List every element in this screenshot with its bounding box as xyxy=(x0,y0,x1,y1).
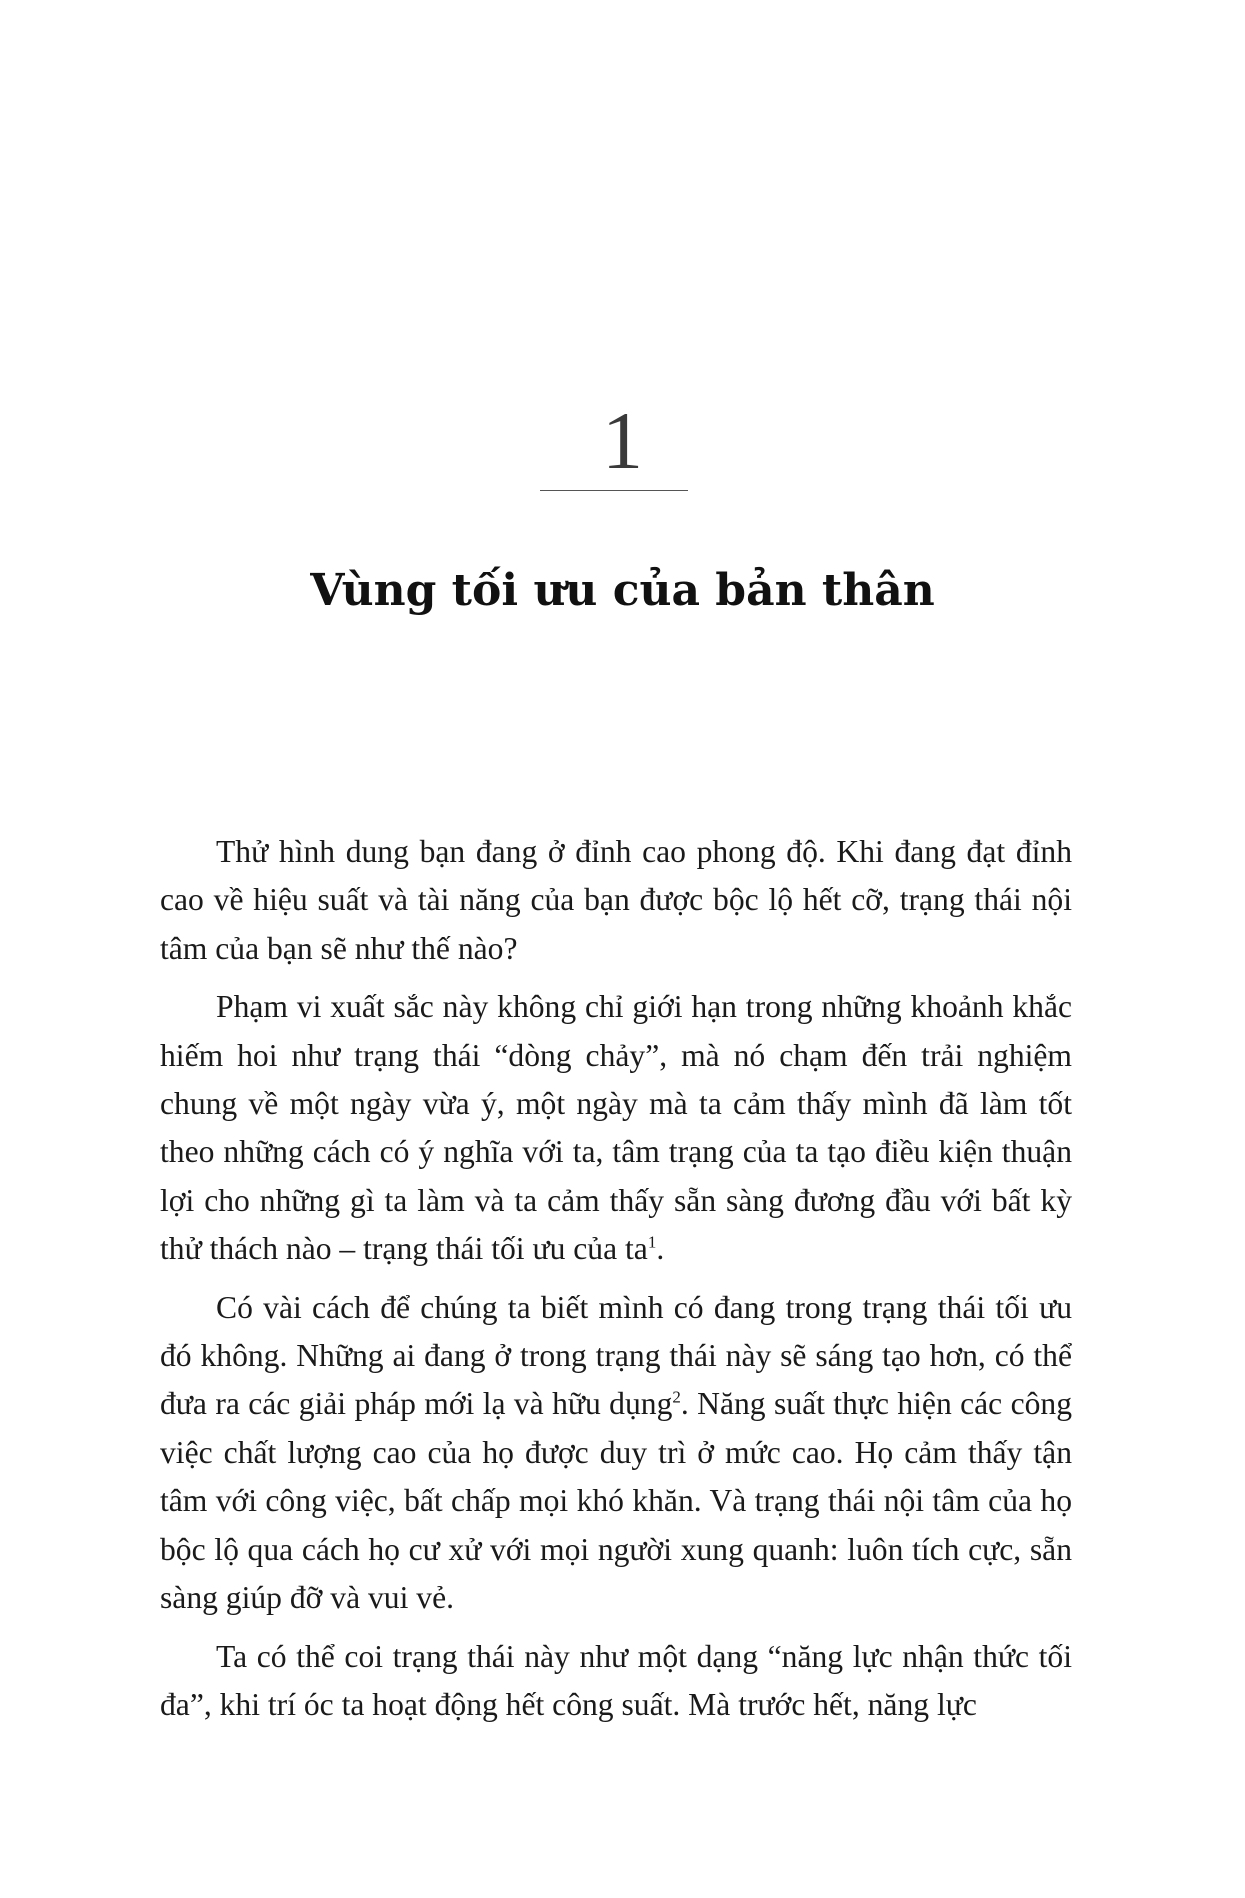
paragraph-2-tail: . xyxy=(656,1231,665,1267)
paragraph-2-text: Phạm vi xuất sắc này không chỉ giới hạn trong những khoảnh khắc hiếm hoi như trạng thái “dòng chảy”, mà nó chạm đến trải nghiệm chung về một ngày vừa ý, một ngày mà ta cảm thấy mình đã làm tốt theo những cách có ý nghĩa với ta, tâm trạng của ta tạo điều kiện thuận lợi cho những gì ta làm và ta cảm thấy sẵn sàng đương đầu với bất kỳ thử thách nào – trạng thái tối ưu của ta xyxy=(160,989,1072,1267)
paragraph-3-text-a: Có vài cách để chúng ta biết mình có đang trong trạng thái tối ưu đó không. Những ai đang ở trong trạng thái này sẽ sáng tạo hơn, có thể đưa ra các giải pháp mới lạ và hữu dụng xyxy=(160,1289,1072,1422)
paragraph-3-text-b: . Năng suất thực hiện các công việc chất lượng cao của họ được duy trì ở mức cao. Họ cảm thấy tận tâm với công việc, bất chấp mọi khó khăn. Và trạng thái nội tâm của họ bộc lộ qua cách họ cư xử với mọi người xung quanh: luôn tích cực, sẵn sàng giúp đỡ và vui vẻ. xyxy=(160,1386,1072,1616)
chapter-number: 1 xyxy=(602,395,643,486)
paragraph-1-text: Thử hình dung bạn đang ở đỉnh cao phong độ. Khi đang đạt đỉnh cao về hiệu suất và tài năng của bạn được bộc lộ hết cỡ, trạng thái nội tâm của bạn sẽ như thế nào? xyxy=(160,834,1072,966)
paragraph-2 xyxy=(160,983,1072,1273)
paragraph-4 xyxy=(160,1633,1072,1730)
footnote-ref-1: 1 xyxy=(647,1232,657,1252)
chapter-divider xyxy=(540,490,688,491)
chapter-title: Vùng tối ưu của bản thân xyxy=(310,565,935,616)
paragraph-1 xyxy=(160,828,1072,973)
footnote-ref-2: 2 xyxy=(672,1387,681,1407)
paragraph-4-text: Ta có thể coi trạng thái này như một dạng “năng lực nhận thức tối đa”, khi trí óc ta hoạt động hết công suất. Mà trước hết, năng lực xyxy=(160,1638,1072,1722)
paragraph-3 xyxy=(160,1284,1072,1623)
body-text xyxy=(160,828,1072,1739)
